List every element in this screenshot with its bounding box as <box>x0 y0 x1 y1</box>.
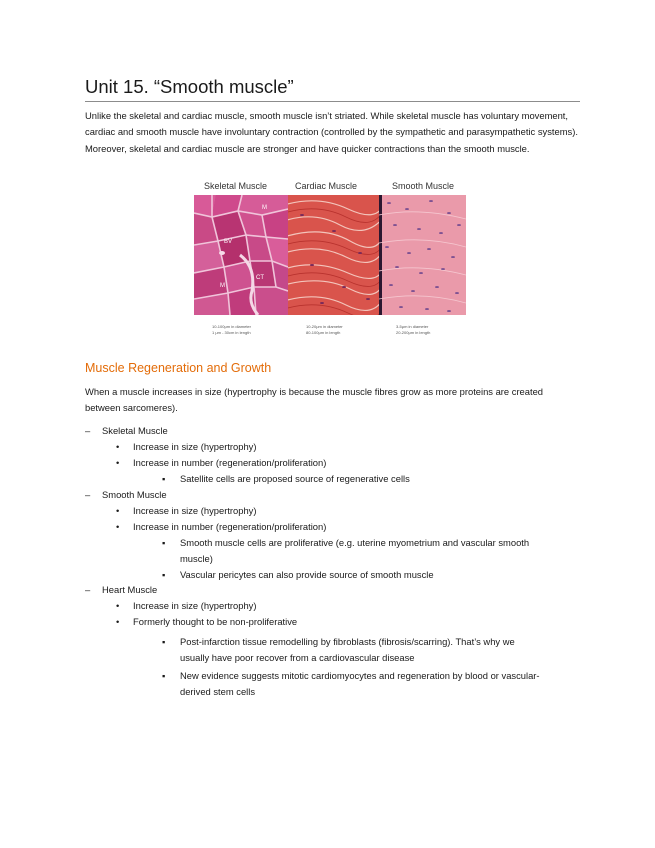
square-marker: ▪ <box>162 537 166 548</box>
skeletal-muscle-label: Skeletal Muscle <box>204 181 268 191</box>
list-item: • Increase in number (regeneration/proliferation) <box>85 455 580 471</box>
dash-marker: – <box>85 584 91 595</box>
list-item: • Increase in size (hypertrophy) <box>85 439 580 455</box>
cardiac-muscle-micrograph <box>288 195 379 315</box>
smooth-muscle-heading: Smooth Muscle <box>102 489 167 500</box>
skeletal-muscle-heading: Skeletal Muscle <box>102 425 168 436</box>
bullet-marker: • <box>116 457 120 468</box>
smooth-caption: 3-5μm in diameter 20-200μm in length <box>396 324 431 335</box>
list-item: • Formerly thought to be non-proliferative <box>85 614 580 630</box>
annotation-bv: BV <box>224 239 233 245</box>
dash-marker: – <box>85 425 91 436</box>
muscle-types-figure <box>194 179 469 345</box>
cardiac-muscle-label: Cardiac Muscle <box>295 181 358 191</box>
list-item: ▪ Vascular pericytes can also provide source of smooth muscle <box>85 567 580 583</box>
list-item <box>85 582 580 598</box>
bullet-marker: • <box>116 441 120 452</box>
section-heading: Muscle Regeneration and Growth <box>85 361 272 375</box>
skeletal-caption: 10-100μm in diameter 1 μm - 30cm in length <box>212 324 251 335</box>
skeletal-muscle-micrograph <box>194 195 288 315</box>
list-item: ▪ Satellite cells are proposed source of regenerative cells <box>85 471 580 487</box>
smooth-muscle-micrograph <box>379 195 466 315</box>
list-item: ▪ New evidence suggests mitotic cardiomyocytes and regeneration by blood or vascular- derived stem cells <box>162 670 540 697</box>
square-marker: ▪ <box>162 473 166 484</box>
annotation-ct: CT <box>256 275 264 281</box>
intro-paragraph: Unlike the skeletal and cardiac muscle, smooth muscle isn’t striated. While skeletal muscle has voluntary movement, cardiac and smooth muscle have involuntary contraction (controlled by the sympathetic and parasympathetic systems). Moreover, skeletal and cardiac muscle are stronger and have quicker contractions than the smooth muscle. <box>85 110 578 154</box>
bullet-marker: • <box>116 600 120 611</box>
heart-muscle-heading: Heart Muscle <box>102 584 158 595</box>
list-item: • Increase in size (hypertrophy) <box>85 598 580 614</box>
bullet-marker: • <box>116 505 120 516</box>
list-item: ▪ Post-infarction tissue remodelling by fibroblasts (fibrosis/scarring). That’s why we usually have poor recover from a cardiovascular disease <box>162 636 515 663</box>
page-title: Unit 15. “Smooth muscle” <box>85 76 580 102</box>
annotation-m-top: M <box>262 205 267 211</box>
square-marker: ▪ <box>162 670 166 681</box>
dash-marker: – <box>85 489 91 500</box>
list-item <box>85 487 580 503</box>
bullet-marker: • <box>116 616 120 627</box>
list-item: ▪ Smooth muscle cells are proliferative (e.g. uterine myometrium and vascular smooth muscle) <box>162 537 530 564</box>
list-item: • Increase in number (regeneration/proliferation) <box>85 519 580 535</box>
growth-paragraph: When a muscle increases in size (hypertrophy is because the muscle fibres grow as more proteins are created between sarcomeres). <box>85 386 544 414</box>
list-item: • Increase in size (hypertrophy) <box>85 503 580 519</box>
cardiac-caption: 10-20μm in diameter 80-100μm in length <box>306 324 343 335</box>
square-marker: ▪ <box>162 636 166 647</box>
list-item <box>85 423 580 439</box>
bullet-marker: • <box>116 521 120 532</box>
annotation-m-bottom: M <box>220 283 225 289</box>
smooth-muscle-label: Smooth Muscle <box>392 181 455 191</box>
square-marker: ▪ <box>162 569 166 580</box>
